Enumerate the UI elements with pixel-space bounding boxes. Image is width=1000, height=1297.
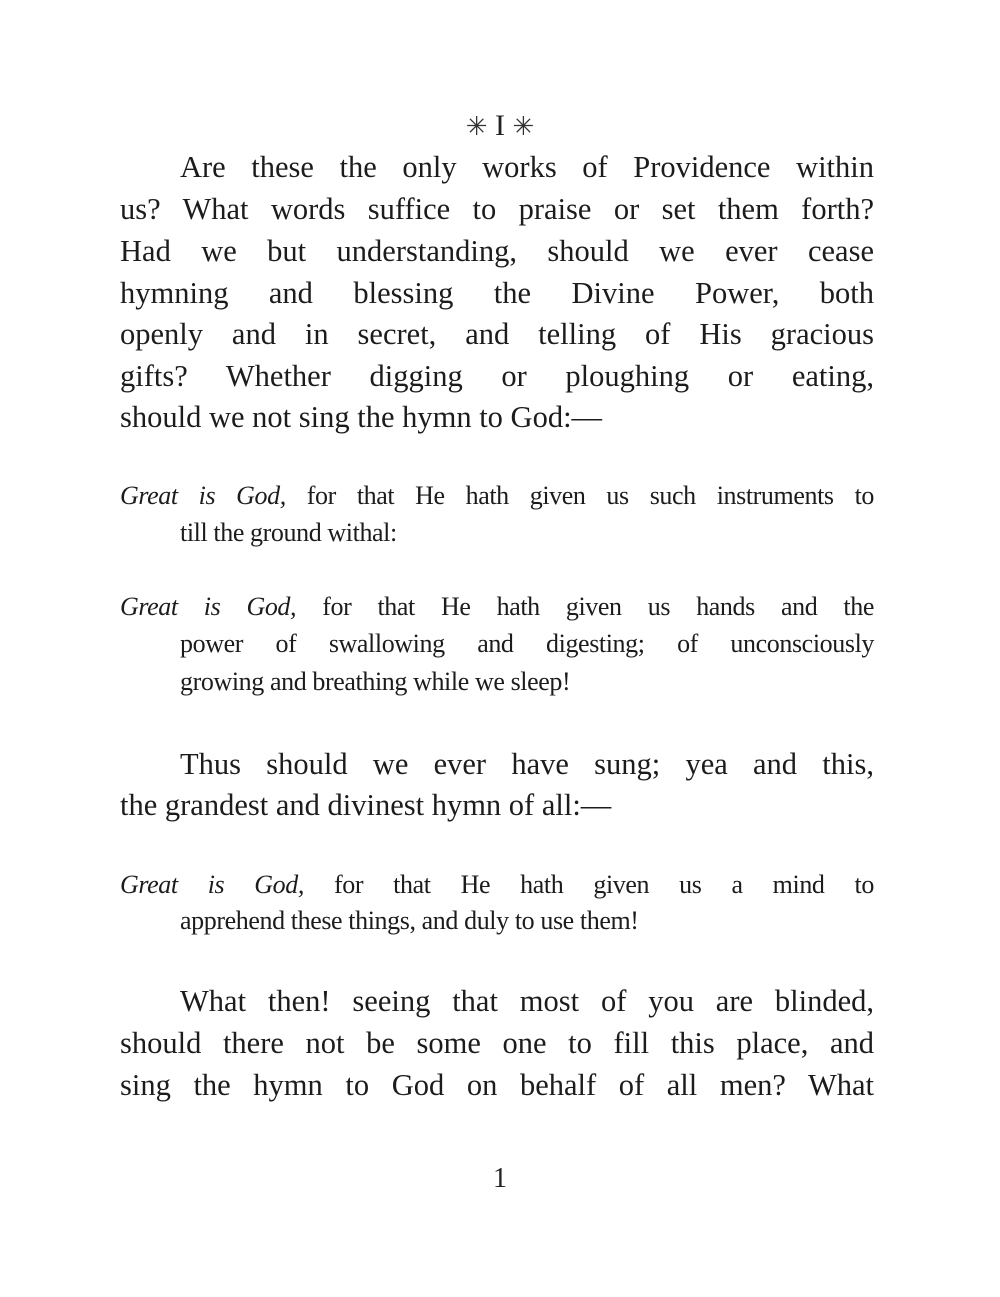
verse-italic-lead: Great is God, bbox=[120, 481, 286, 510]
text-line: should we not sing the hymn to God:— bbox=[120, 400, 603, 434]
text-line: Thus should we ever have sung; yea and this, bbox=[180, 747, 874, 781]
verse-line: till the ground withal: bbox=[180, 518, 397, 547]
text-line: should there not be some one to fill this place, and bbox=[120, 1026, 874, 1060]
verse-line: growing and breathing while we sleep! bbox=[180, 667, 571, 696]
chapter-heading bbox=[0, 108, 1000, 145]
text-line: hymning and blessing the Divine Power, both bbox=[120, 276, 874, 310]
text-line: What then! seeing that most of you are blinded, bbox=[180, 984, 874, 1018]
verse-text: for that He hath given us hands and the bbox=[296, 592, 874, 621]
verse-italic-lead: Great is God, bbox=[120, 592, 297, 621]
text-line: sing the hymn to God on behalf of all men? What bbox=[120, 1068, 874, 1102]
verse-line: apprehend these things, and duly to use them! bbox=[180, 906, 639, 935]
verse-line bbox=[120, 591, 874, 623]
verse-line: power of swallowing and digesting; of unconsciously bbox=[180, 629, 874, 658]
text-line: openly and in secret, and telling of His gracious bbox=[120, 317, 874, 351]
verse-text: for that He hath given us such instruments to bbox=[285, 481, 874, 510]
asterisk-ornament-icon: ✳ bbox=[512, 112, 535, 141]
text-line: Are these the only works of Providence within bbox=[180, 150, 874, 184]
text-line: the grandest and divinest hymn of all:— bbox=[120, 788, 612, 822]
verse-line bbox=[120, 869, 874, 901]
asterisk-ornament-icon: ✳ bbox=[465, 112, 488, 141]
text-line: gifts? Whether digging or ploughing or eating, bbox=[120, 359, 874, 393]
verse-italic-lead: Great is God, bbox=[120, 870, 304, 899]
text-line: Had we but understanding, should we ever cease bbox=[120, 234, 874, 268]
page-number: 1 bbox=[493, 1163, 507, 1194]
verse-text: for that He hath given us a mind to bbox=[303, 870, 874, 899]
chapter-numeral: I bbox=[495, 109, 505, 142]
verse-line bbox=[120, 480, 874, 512]
text-line: us? What words suffice to praise or set them forth? bbox=[120, 192, 874, 226]
